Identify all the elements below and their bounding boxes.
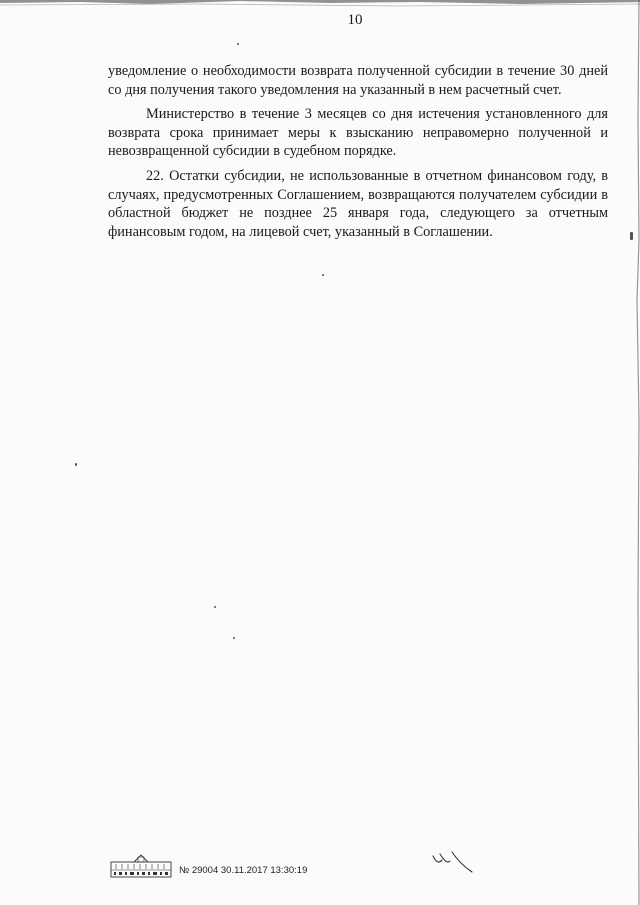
document-footer [110, 852, 410, 882]
scan-speck [630, 232, 633, 240]
scan-speck [233, 637, 235, 639]
registration-mark: № 29004 30.11.2017 13:30:19 [179, 865, 308, 876]
signature-icon [430, 848, 475, 874]
scan-speck [75, 463, 77, 466]
page-number: 10 [347, 12, 363, 28]
scan-speck [214, 606, 216, 608]
scan-speck [322, 274, 324, 276]
body-text [108, 62, 608, 241]
scan-edge-right [634, 0, 640, 905]
registry-stamp-icon [110, 852, 172, 878]
paragraph-1: уведомление о необходимости возврата полученной субсидии в течение 30 дней со дня получения такого уведомления на указанный в нем расчетный счет. [108, 63, 608, 98]
scan-edge-top [0, 0, 640, 8]
scan-speck [237, 43, 239, 45]
paragraph-2: Министерство в течение 3 месяцев со дня истечения установленного для возврата срока принимает меры к взысканию неправомерно полученной и невозвращенной субсидии в судебном порядке. [108, 106, 608, 160]
paragraph-3: 22. Остатки субсидии, не использованные в отчетном финансовом году, в случаях, предусмотренных Соглашением, возвращаются получателем субсидии в областной бюджет не позднее 25 января года, следующего за отчетным финансовым годом, на лицевой счет, указанный в Соглашении. [108, 167, 608, 240]
